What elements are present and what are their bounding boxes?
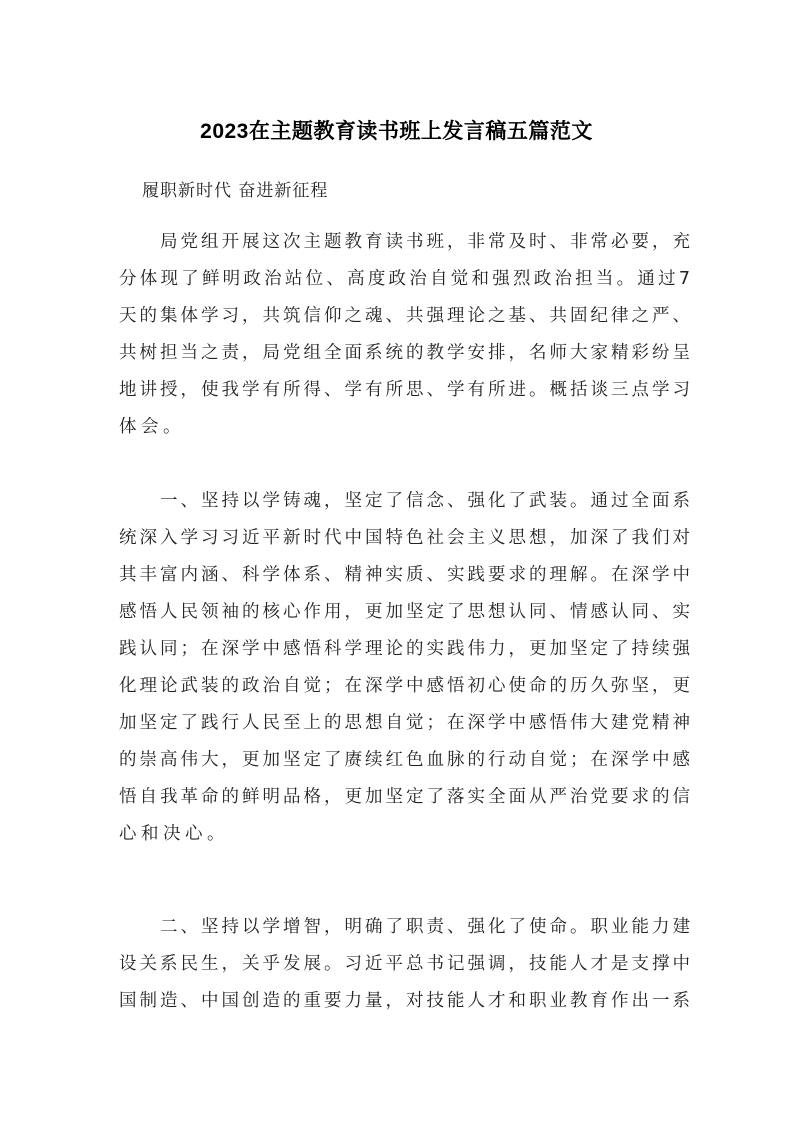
- text-line: 加坚定了践行人民至上的思想自觉；在深学中感悟伟大建党精神: [119, 713, 690, 733]
- text-line: 分体现了鲜明政治站位、高度政治自觉和强烈政治担当。通过7: [119, 269, 690, 289]
- text-line: 地讲授，使我学有所得、学有所思、学有所进。概括谈三点学习: [119, 380, 690, 400]
- text-line: 悟自我革命的鲜明品格，更加坚定了落实全面从严治党要求的信: [119, 787, 690, 807]
- paragraph-point-one: [119, 483, 690, 853]
- text-line: 一、坚持以学铸魂，坚定了信念、强化了武装。通过全面系: [160, 491, 690, 511]
- text-line: 共树担当之责，局党组全面系统的教学安排，名师大家精彩纷呈: [119, 343, 690, 363]
- document-title: 2023在主题教育读书班上发言稿五篇范文: [200, 120, 593, 143]
- text-line: 其丰富内涵、科学体系、精神实质、实践要求的理解。在深学中: [119, 565, 690, 585]
- text-line: 二、坚持以学增智，明确了职责、强化了使命。职业能力建: [160, 917, 690, 937]
- text-line: 体会。: [119, 417, 185, 437]
- document-subtitle: 履职新时代 奋进新征程: [142, 181, 329, 201]
- text-line: 设关系民生，关乎发展。习近平总书记强调，技能人才是支撑中: [119, 954, 690, 974]
- text-line: 天的集体学习，共筑信仰之魂、共强理论之基、共固纪律之严、: [119, 306, 690, 326]
- text-line: 的崇高伟大，更加坚定了赓续红色血脉的行动自觉；在深学中感: [119, 750, 690, 770]
- text-line: 统深入学习习近平新时代中国特色社会主义思想，加深了我们对: [119, 528, 690, 548]
- paragraph-intro: [119, 224, 690, 446]
- text-line: 局党组开展这次主题教育读书班，非常及时、非常必要，充: [160, 232, 690, 252]
- text-line: 践认同；在深学中感悟科学理论的实践伟力，更加坚定了持续强: [119, 639, 690, 659]
- text-line: 国制造、中国创造的重要力量，对技能人才和职业教育作出一系: [119, 991, 690, 1011]
- paragraph-point-two: [119, 909, 690, 1020]
- text-line: 化理论武装的政治自觉；在深学中感悟初心使命的历久弥坚，更: [119, 676, 690, 696]
- text-line: 感悟人民领袖的核心作用，更加坚定了思想认同、情感认同、实: [119, 602, 690, 622]
- text-line: 心和决心。: [119, 824, 229, 844]
